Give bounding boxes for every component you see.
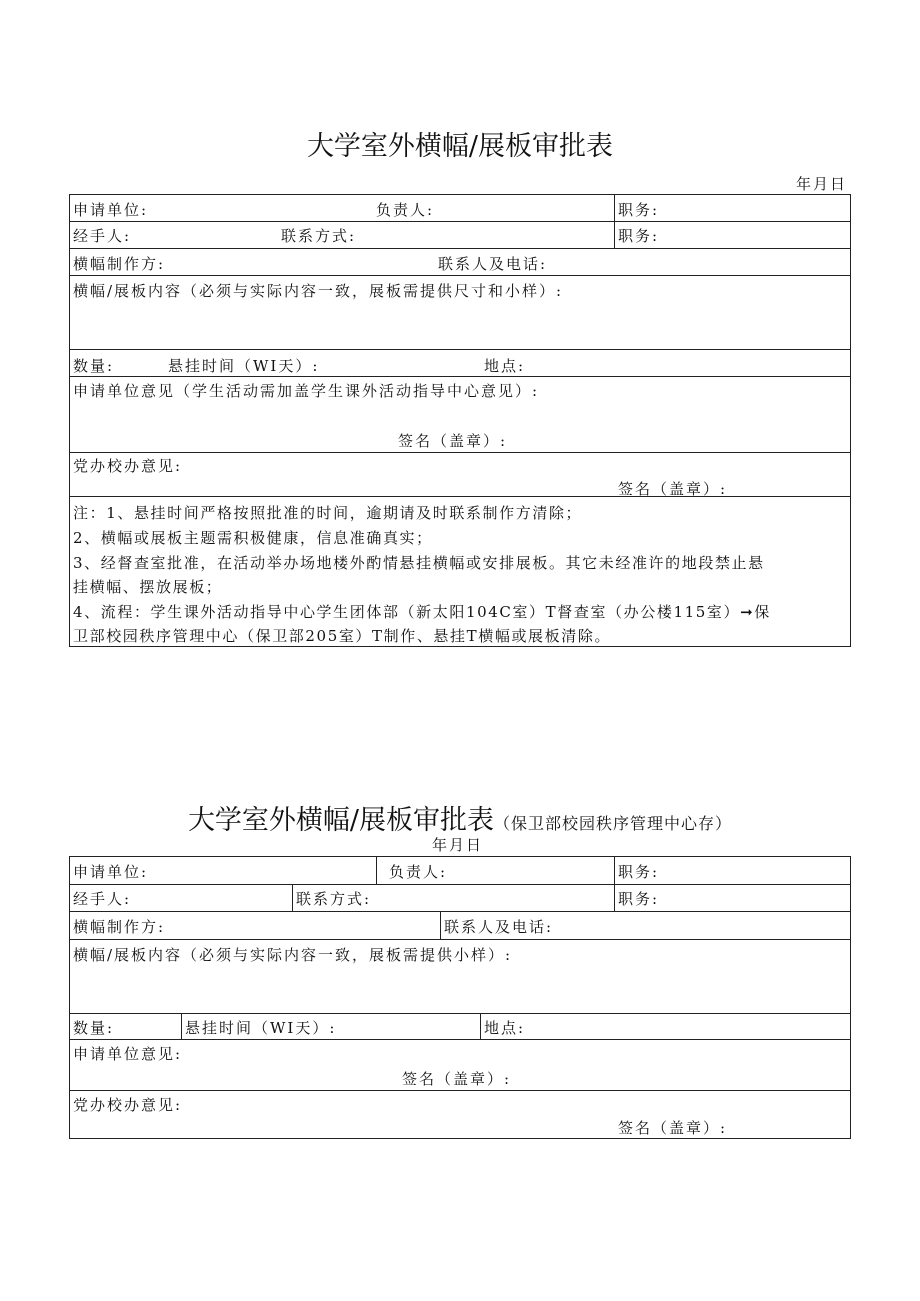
banner-maker-field[interactable]: 横幅制作方: bbox=[73, 918, 166, 936]
form1-notes bbox=[70, 497, 850, 646]
form1-row-maker bbox=[70, 249, 850, 276]
content-field[interactable]: 横幅/展板内容（必须与实际内容一致，展板需提供尺寸和小样）: bbox=[73, 282, 564, 300]
location-field[interactable]: 地点: bbox=[484, 1019, 526, 1037]
applicant-unit-field[interactable]: 申请单位: bbox=[73, 201, 149, 219]
form2-date: 年月日 bbox=[432, 836, 484, 854]
hang-time-field[interactable]: 悬挂时间（WI天）: bbox=[185, 1019, 337, 1037]
form2-row-applicant bbox=[70, 857, 850, 885]
position-field[interactable]: 职务: bbox=[618, 201, 660, 219]
note-line: 注：1、悬挂时间严格按照批准的时间，逾期请及时联系制作方清除； bbox=[73, 504, 583, 522]
form2-row-maker bbox=[70, 912, 850, 940]
contact-method-field[interactable]: 联系方式: bbox=[281, 227, 357, 245]
note-line: 2、横幅或展板主题需积极健康，信息准确真实； bbox=[73, 529, 433, 547]
position-field[interactable]: 职务: bbox=[618, 227, 660, 245]
contact-method-field[interactable]: 联系方式: bbox=[296, 890, 372, 908]
form2-row-content bbox=[70, 940, 850, 1014]
person-in-charge-field[interactable]: 负责人: bbox=[389, 863, 448, 881]
form1-table bbox=[69, 194, 851, 647]
office-opinion-field[interactable]: 党办校办意见: bbox=[73, 457, 183, 475]
cell-divider bbox=[376, 857, 377, 884]
form1-row-office-opinion bbox=[70, 453, 850, 497]
cell-divider bbox=[181, 1014, 182, 1039]
form1-date: 年月日 bbox=[796, 175, 848, 193]
note-line: 卫部校园秩序管理中心（保卫部205室）T制作、悬挂T横幅或展板清除。 bbox=[73, 627, 612, 645]
cell-divider bbox=[440, 912, 441, 939]
signature-field[interactable]: 签名（盖章）: bbox=[618, 480, 728, 498]
form2-row-handler bbox=[70, 885, 850, 912]
cell-divider bbox=[614, 885, 615, 911]
quantity-field[interactable]: 数量: bbox=[73, 357, 115, 375]
quantity-field[interactable]: 数量: bbox=[73, 1019, 115, 1037]
signature-field[interactable]: 签名（盖章）: bbox=[398, 432, 508, 450]
location-field[interactable]: 地点: bbox=[484, 357, 526, 375]
content-field[interactable]: 横幅/展板内容（必须与实际内容一致，展板需提供小样）: bbox=[73, 946, 513, 964]
cell-divider bbox=[292, 885, 293, 911]
office-opinion-field[interactable]: 党办校办意见: bbox=[73, 1096, 183, 1114]
contact-phone-field[interactable]: 联系人及电话: bbox=[438, 255, 548, 273]
position-field[interactable]: 职务: bbox=[618, 890, 660, 908]
unit-opinion-field[interactable]: 申请单位意见（学生活动需加盖学生课外活动指导中心意见）: bbox=[73, 382, 540, 400]
signature-field[interactable]: 签名（盖章）: bbox=[618, 1119, 728, 1137]
position-field[interactable]: 职务: bbox=[618, 863, 660, 881]
form2-title-text: 大学室外横幅/展板审批表 bbox=[187, 805, 495, 836]
cell-divider bbox=[614, 222, 615, 248]
cell-divider bbox=[480, 1014, 481, 1039]
handler-field[interactable]: 经手人: bbox=[73, 890, 132, 908]
cell-divider bbox=[614, 195, 615, 221]
handler-field[interactable]: 经手人: bbox=[73, 227, 132, 245]
form1-row-applicant bbox=[70, 195, 850, 222]
cell-divider bbox=[614, 857, 615, 884]
unit-opinion-field[interactable]: 申请单位意见: bbox=[73, 1045, 183, 1063]
note-line: 4、流程：学生课外活动指导中心学生团体部（新太阳104C室）T督查室（办公楼115室）➞保 bbox=[73, 603, 771, 621]
form2-title bbox=[0, 798, 920, 837]
banner-maker-field[interactable]: 横幅制作方: bbox=[73, 255, 166, 273]
form2-row-office-opinion bbox=[70, 1091, 850, 1138]
form1-row-unit-opinion bbox=[70, 377, 850, 453]
applicant-unit-field[interactable]: 申请单位: bbox=[73, 863, 149, 881]
note-line: 挂横幅、摆放展板； bbox=[73, 578, 223, 596]
form1-row-content bbox=[70, 276, 850, 350]
form2-row-unit-opinion bbox=[70, 1040, 850, 1091]
form2-table bbox=[69, 856, 851, 1139]
contact-phone-field[interactable]: 联系人及电话: bbox=[444, 918, 554, 936]
note-line: 3、经督查室批准，在活动举办场地楼外酌情悬挂横幅或安排展板。其它未经准许的地段禁止悬 bbox=[73, 554, 765, 572]
form1-title: 大学室外横幅/展板审批表 bbox=[306, 131, 614, 162]
signature-field[interactable]: 签名（盖章）: bbox=[402, 1070, 512, 1088]
form1-row-quantity bbox=[70, 350, 850, 377]
form2-subtitle: （保卫部校园秩序管理中心存） bbox=[494, 814, 733, 833]
form1-row-handler bbox=[70, 222, 850, 249]
form2-row-quantity bbox=[70, 1014, 850, 1040]
hang-time-field[interactable]: 悬挂时间（WI天）: bbox=[168, 357, 320, 375]
person-in-charge-field[interactable]: 负责人: bbox=[376, 201, 435, 219]
